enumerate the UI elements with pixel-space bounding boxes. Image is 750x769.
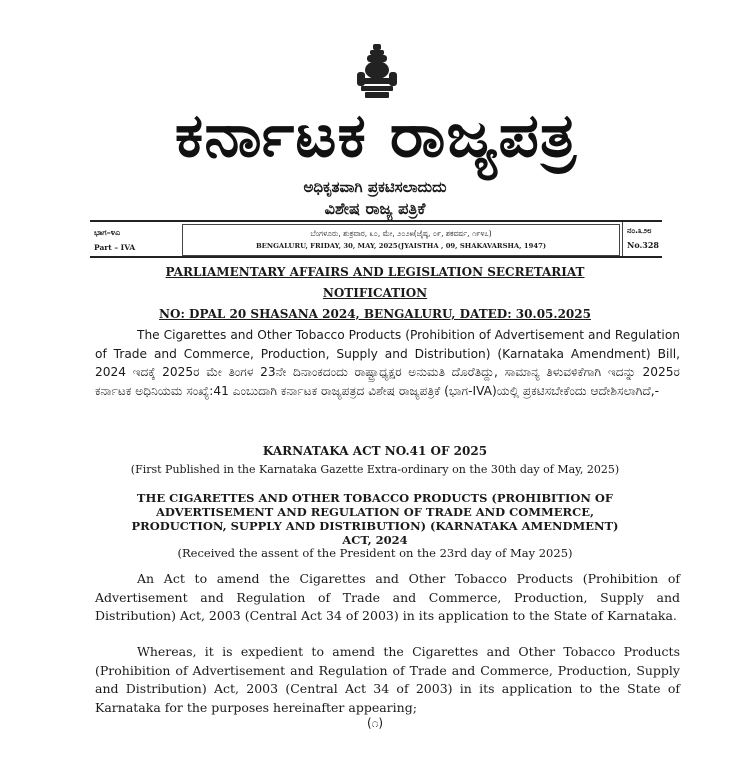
number-kannada: ನಂ.೩೨೮ — [627, 226, 652, 235]
notification-body: The Cigarettes and Other Tobacco Products (Prohibition of Advertisement and Regulation of Trade and Commerce, Production, Supply and Distribution) (Karnataka Amendment) Bill, 2024 ಇದಕ್ಕೆ 2025ರ ಮೇ ತಿಂಗಳ 23ನೇ ದಿನಾಂಕದಂದು ರಾಷ್ಟ್ರಾಧ್ಯಕ್ಷರ ಅನುಮತಿ ದೊರೆತಿದ್ದು, ಸಾಮಾನ್ಯ ತಿಳುವಳಿಕೆಗಾಗಿ ಇದನ್ನು 2025ರ ಕರ್ನಾಟಕ ಅಧಿನಿಯಮ ಸಂಖ್ಯೆ:41 ಎಂಬುದಾಗಿ ಕರ್ನಾಟಕ ರಾಜ್ಯಪತ್ರದ ವಿಶೇಷ ರಾಜ್ಯಪತ್ರಿಕೆ (ಭಾಗ-IVA)ಯಲ್ಲಿ ಪ್ರಕಟಿಸಬೇಕೆಂದು ಆದೇಶಿಸಲಾಗಿದೆ,- — [95, 328, 680, 398]
act-title-line-2: ADVERTISEMENT AND REGULATION OF TRADE AND COMMERCE, — [156, 505, 594, 519]
state-emblem-icon — [353, 42, 401, 100]
gazette-subtitle-extraordinary: ವಿಶೇಷ ರಾಜ್ಯ ಪತ್ರಿಕೆ — [324, 199, 426, 218]
dateline-kannada: ಬೆಂಗಳೂರು, ಶುಕ್ರವಾರ, ೩೦, ಮೇ, ೨೦೨೫(ಜೈಷ್ಠ, ೦೯, ಶಕವರ್ಷ, ೧೯೪೭) — [310, 229, 492, 238]
part-kannada: ಭಾಗ–೪ಎ — [94, 228, 121, 237]
act-preamble: An Act to amend the Cigarettes and Other Tobacco Products (Prohibition of Advertisement and Regulation of Trade and Commerce, Production, Supply and Distribution) Act, 2003 (Central Act 34 of 2003) in its application to the State of Karnataka. — [95, 571, 680, 623]
act-title-line-1: THE CIGARETTES AND OTHER TOBACCO PRODUCTS (PROHIBITION OF — [136, 491, 614, 505]
page-number: (೧) — [366, 716, 384, 730]
notification-reference: NO: DPAL 20 SHASANA 2024, BENGALURU, DATED: 30.05.2025 — [159, 307, 591, 321]
act-whereas-clause: Whereas, it is expedient to amend the Cigarettes and Other Tobacco Products (Prohibition of Advertisement and Regulation of Trade and Commerce, Production, Supply and Distribution) Act, 2003 (Central Act 34 of 2003) in its application to the State of Karnataka for the purposes hereinafter appearing; — [95, 644, 680, 715]
first-published-note: (First Published in the Karnataka Gazette Extra-ordinary on the 30th day of May, 2025) — [130, 463, 620, 476]
presidential-assent: (Received the assent of the President on the 23rd day of May 2025) — [177, 546, 573, 560]
number-english: No.328 — [627, 240, 659, 250]
part-english: Part – IVA — [94, 243, 136, 252]
act-number: KARNATAKA ACT NO.41 OF 2025 — [262, 444, 488, 458]
gazette-subtitle-official: ಅಧಿಕೃತವಾಗಿ ಪ್ರಕಟಿಸಲಾದುದು — [303, 178, 447, 196]
gazette-masthead-title: ಕರ್ನಾಟಕ ರಾಜ್ಯಪತ್ರ — [174, 101, 578, 171]
act-title-line-3: PRODUCTION, SUPPLY AND DISTRIBUTION) (KARNATAKA AMENDMENT) — [131, 519, 619, 533]
part-label — [90, 222, 148, 256]
issue-info-bar — [90, 220, 662, 258]
dateline-english: BENGALURU, FRIDAY, 30, MAY, 2025(JYAISTHA , 09, SHAKAVARSHA, 1947) — [255, 242, 547, 250]
issue-number — [622, 222, 663, 256]
department-heading: PARLIAMENTARY AFFAIRS AND LEGISLATION SECRETARIAT — [165, 265, 585, 279]
act-title-line-4: ACT, 2024 — [342, 533, 408, 547]
dateline-box — [182, 224, 620, 256]
notification-heading: NOTIFICATION — [322, 286, 428, 300]
